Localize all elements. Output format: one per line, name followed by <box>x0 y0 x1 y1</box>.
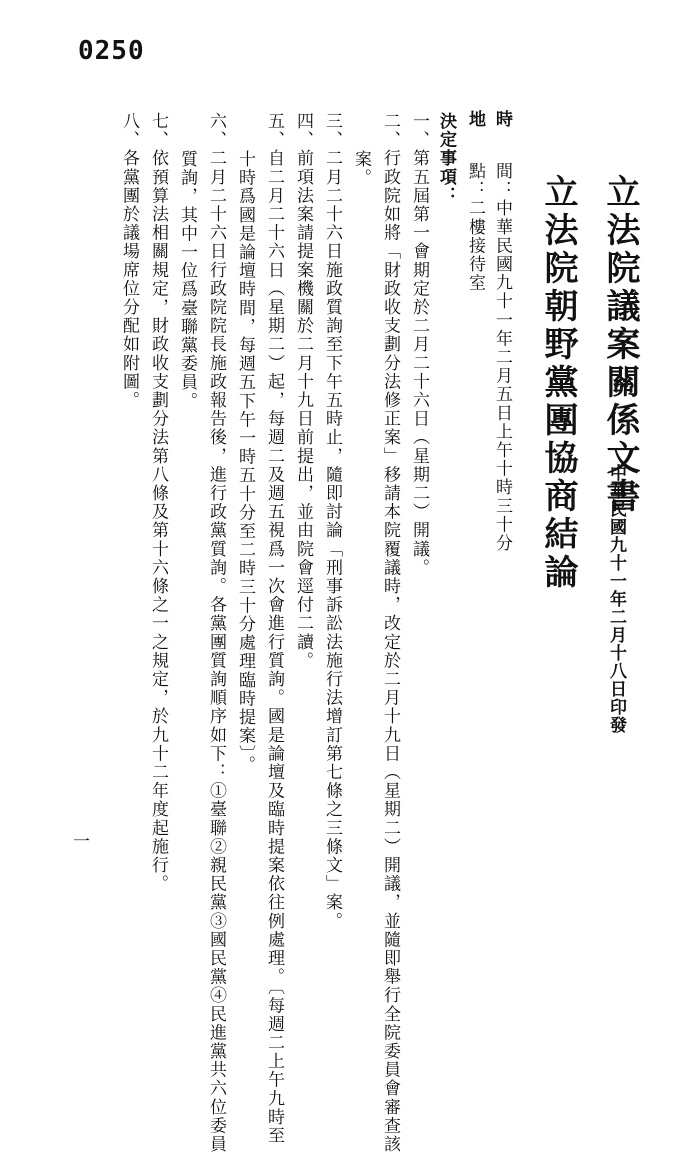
decision-item-continued: 案。 <box>351 150 371 188</box>
page-subtitle: 立法院朝野黨團協商結論 <box>538 174 578 592</box>
decision-item: 八、各黨團於議場席位分配如附圖。 <box>119 112 139 410</box>
page-number: 0250 <box>78 36 145 66</box>
time-label: 時 <box>492 110 512 129</box>
decision-item-continued: 質詢，其中一位爲臺聯黨委員。 <box>177 150 197 411</box>
document-title: 立法院議案關係文書 <box>600 174 640 516</box>
decision-item: 七、依預算法相關規定，財政收支劃分法第八條及第十六條之一之規定，於九十二年度起施行。 <box>148 112 168 894</box>
decision-item: 二、行政院如將「財政收支劃分法修正案」移請本院覆議時，改定於二月十九日（星期二）開議，並隨即舉行全院委員會審查該 <box>380 112 400 1154</box>
decisions-heading: 決定事項： <box>436 112 456 205</box>
place-label: 地 <box>465 110 485 129</box>
time-text: 間：中華民國九十一年二月五日上午十時三十分 <box>492 162 512 553</box>
decision-item: 一、第五屆第一會期定於二月二十六日（星期二）開議。 <box>409 112 429 577</box>
decision-item: 五、自二月二十六日（星期二）起，每週二及週五視爲一次會進行質詢。國是論壇及臨時提案依往例處理。〔每週二上午九時至 <box>264 112 284 1146</box>
decision-item-continued: 十時爲國是論壇時間，每週五下午一時五十分至二時三十分處理臨時提案〕。 <box>235 150 255 774</box>
decision-item: 六、二月二十六日行政院院長施政報告後，進行政黨質詢。各黨團質詢順序如下：①臺聯②親民黨③國民黨④民進黨共六位委員 <box>206 112 226 1154</box>
decision-item: 三、二月二十六日施政質詢至下午五時止，隨即討論「刑事訴訟法施行法增訂第七條之三條文」案。 <box>322 112 342 931</box>
place-text: 點：二樓接待室 <box>465 162 485 293</box>
decision-item: 四、前項法案請提案機關於二月十九日前提出，並由院會逕付二讀。 <box>293 112 313 670</box>
page-footer-number: 一 <box>69 832 89 849</box>
print-date: 中華民國九十一年二月十八日印發 <box>606 464 626 734</box>
